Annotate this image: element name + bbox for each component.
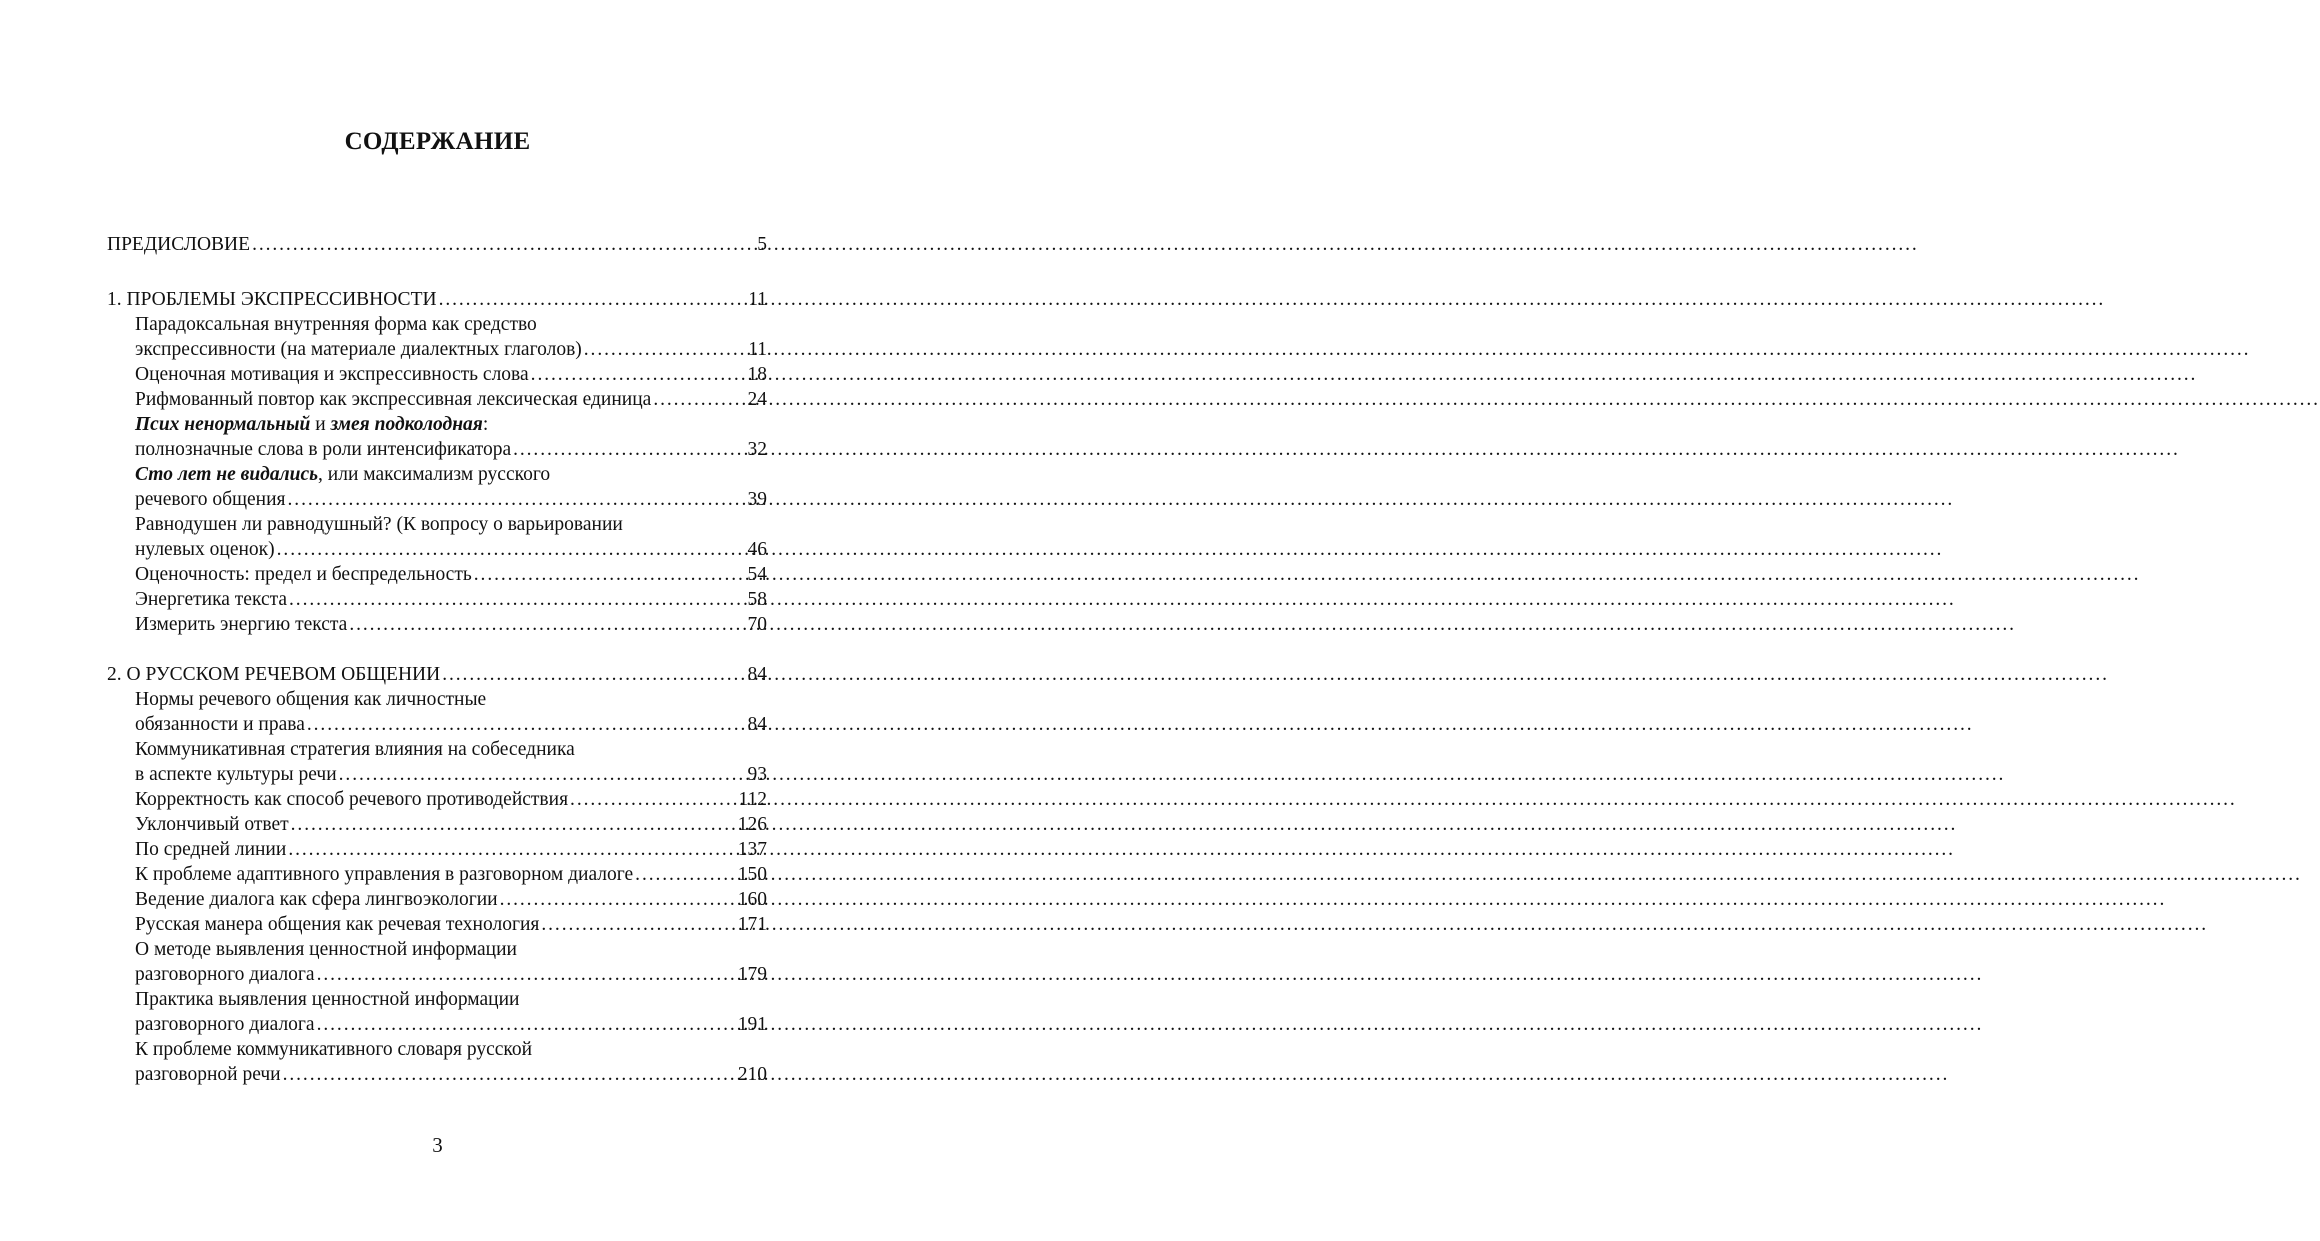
toc-entry-label: Уклончивый ответ xyxy=(135,814,289,835)
toc-section-heading[interactable] xyxy=(107,287,767,312)
toc-entry-label: разговорного диалога xyxy=(135,1014,315,1035)
toc-entry-emphasis: Псих ненормальный xyxy=(135,414,311,435)
dot-leader xyxy=(653,387,744,412)
toc-entry-page: 5 xyxy=(757,234,767,255)
toc-section-page: 84 xyxy=(747,664,767,685)
toc-entry-page: 112 xyxy=(738,789,767,810)
toc-entry-page: 54 xyxy=(747,564,767,585)
dot-leader xyxy=(442,662,744,687)
dot-leader xyxy=(541,912,734,937)
toc-section-heading[interactable] xyxy=(107,662,767,687)
toc-entry-label: Рифмованный повтор как экспрессивная лексическая единица xyxy=(135,389,652,410)
toc-entry-page: 84 xyxy=(747,714,767,735)
toc-entry[interactable] xyxy=(107,687,767,712)
toc-entry-page: 32 xyxy=(747,439,767,460)
toc-entry-label: Измерить энергию текста xyxy=(135,614,348,635)
toc-entry-label: Оценочная мотивация и экспрессивность слова xyxy=(135,364,529,385)
toc-entry-page: 18 xyxy=(747,364,767,385)
toc-entry-label: По средней линии xyxy=(135,839,287,860)
dot-leader xyxy=(513,437,744,462)
toc-entry[interactable] xyxy=(107,412,767,437)
toc-entry[interactable] xyxy=(107,612,767,637)
toc-entry-page: 39 xyxy=(747,489,767,510)
toc-entry-page: 171 xyxy=(737,914,767,935)
toc-entry[interactable] xyxy=(107,387,767,412)
dot-leader xyxy=(252,232,754,257)
toc-entry-preface[interactable] xyxy=(107,232,767,257)
dot-leader xyxy=(317,1012,735,1037)
toc-entry-text: и xyxy=(310,414,331,435)
toc-entry-page: 70 xyxy=(747,614,767,635)
toc-entry-continuation[interactable] xyxy=(107,762,767,787)
toc-entry[interactable] xyxy=(107,787,767,812)
dot-leader xyxy=(474,562,745,587)
dot-leader xyxy=(531,362,745,387)
toc-entry-page: 191 xyxy=(737,1014,767,1035)
toc-entry-label: речевого общения xyxy=(135,489,286,510)
dot-leader xyxy=(349,612,744,637)
toc-entry-page: 93 xyxy=(747,764,767,785)
dot-leader xyxy=(289,587,744,612)
toc-entry-label xyxy=(135,412,488,437)
toc-entry-label: полнозначные слова в роли интенсификатора xyxy=(135,439,512,460)
dot-leader xyxy=(584,337,745,362)
toc-entry-page: 137 xyxy=(737,839,767,860)
toc-entry-continuation[interactable] xyxy=(107,962,767,987)
toc-entry-text: : xyxy=(482,414,489,435)
dot-leader xyxy=(277,537,745,562)
toc-entry-page: 126 xyxy=(737,814,767,835)
dot-leader xyxy=(283,1062,735,1087)
toc-entry-continuation[interactable] xyxy=(107,337,767,362)
toc-entry[interactable] xyxy=(107,812,767,837)
dot-leader xyxy=(288,487,745,512)
toc-entry-page: 24 xyxy=(747,389,767,410)
toc-entry-label: в аспекте культуры речи xyxy=(135,764,337,785)
toc-entry-emphasis: Сто лет не видались xyxy=(135,464,319,485)
toc-entry-continuation[interactable] xyxy=(107,1012,767,1037)
toc-entry-text: , или максимализм русского xyxy=(318,464,551,485)
toc-entry[interactable] xyxy=(107,937,767,962)
toc-entry[interactable] xyxy=(107,312,767,337)
dot-leader xyxy=(635,862,735,887)
toc-entry-label: Нормы речевого общения как личностные xyxy=(135,689,487,710)
toc-entry-label: Равнодушен ли равнодушный? (К вопросу о варьировании xyxy=(135,514,623,535)
toc-entry-label: Корректность как способ речевого противодействия xyxy=(135,789,569,810)
toc-entry-page: 11 xyxy=(748,339,767,360)
toc-entry-label: К проблеме адаптивного управления в разговорном диалоге xyxy=(135,864,634,885)
toc-entry[interactable] xyxy=(107,362,767,387)
dot-leader xyxy=(570,787,735,812)
toc-entry-continuation[interactable] xyxy=(107,437,767,462)
toc-entry-emphasis: змея подколодная xyxy=(330,414,483,435)
toc-entry[interactable] xyxy=(107,512,767,537)
toc-entry[interactable] xyxy=(107,587,767,612)
dot-leader xyxy=(288,837,734,862)
toc-entry-label: К проблеме коммуникативного словаря русской xyxy=(135,1039,533,1060)
toc-entry-page: 179 xyxy=(737,964,767,985)
toc-entry-continuation[interactable] xyxy=(107,537,767,562)
toc-entry[interactable] xyxy=(107,462,767,487)
table-of-contents xyxy=(107,232,767,1087)
toc-entry-label: Оценочность: предел и беспредельность xyxy=(135,564,472,585)
dot-leader xyxy=(317,962,735,987)
toc-entry-page: 160 xyxy=(737,889,767,910)
dot-leader xyxy=(307,712,745,737)
toc-entry[interactable] xyxy=(107,562,767,587)
toc-entry-label: Коммуникативная стратегия влияния на собеседника xyxy=(135,739,575,760)
toc-entry-label: ПРЕДИСЛОВИЕ xyxy=(107,234,251,255)
toc-entry-label: Энергетика текста xyxy=(135,589,288,610)
toc-entry-label xyxy=(135,462,550,487)
dot-leader xyxy=(339,762,745,787)
toc-section-label: 2. О РУССКОМ РЕЧЕВОМ ОБЩЕНИИ xyxy=(107,664,441,685)
toc-entry[interactable] xyxy=(107,887,767,912)
toc-entry-label: нулевых оценок) xyxy=(135,539,275,560)
toc-entry-continuation[interactable] xyxy=(107,712,767,737)
dot-leader xyxy=(500,887,735,912)
toc-entry-label: Русская манера общения как речевая технология xyxy=(135,914,540,935)
toc-entry-label: Практика выявления ценностной информации xyxy=(135,989,520,1010)
dot-leader xyxy=(291,812,735,837)
page-number: 3 xyxy=(432,1133,443,1157)
toc-entry-page: 150 xyxy=(737,864,767,885)
toc-entry-page: 58 xyxy=(747,589,767,610)
toc-entry-label: обязанности и права xyxy=(135,714,305,735)
toc-entry[interactable] xyxy=(107,987,767,1012)
toc-entry-page: 46 xyxy=(747,539,767,560)
toc-entry-label: Ведение диалога как сфера лингвоэкологии xyxy=(135,889,498,910)
toc-section-page: 11 xyxy=(748,289,767,310)
toc-entry-page: 210 xyxy=(737,1064,767,1085)
toc-entry[interactable] xyxy=(107,912,767,937)
toc-section-label: 1. ПРОБЛЕМЫ ЭКСПРЕССИВНОСТИ xyxy=(107,289,437,310)
toc-entry-continuation[interactable] xyxy=(107,1062,767,1087)
toc-entry-continuation[interactable] xyxy=(107,487,767,512)
toc-entry-label: экспрессивности (на материале диалектных глаголов) xyxy=(135,339,582,360)
toc-entry-label: О методе выявления ценностной информации xyxy=(135,939,517,960)
toc-entry[interactable] xyxy=(107,862,767,887)
dot-leader xyxy=(439,287,746,312)
page-title: СОДЕРЖАНИЕ xyxy=(344,128,531,155)
toc-entry[interactable] xyxy=(107,1037,767,1062)
toc-entry[interactable] xyxy=(107,737,767,762)
toc-entry-label: разговорной речи xyxy=(135,1064,281,1085)
toc-entry-label: разговорного диалога xyxy=(135,964,315,985)
toc-entry-label: Парадоксальная внутренняя форма как средство xyxy=(135,314,537,335)
toc-entry[interactable] xyxy=(107,837,767,862)
